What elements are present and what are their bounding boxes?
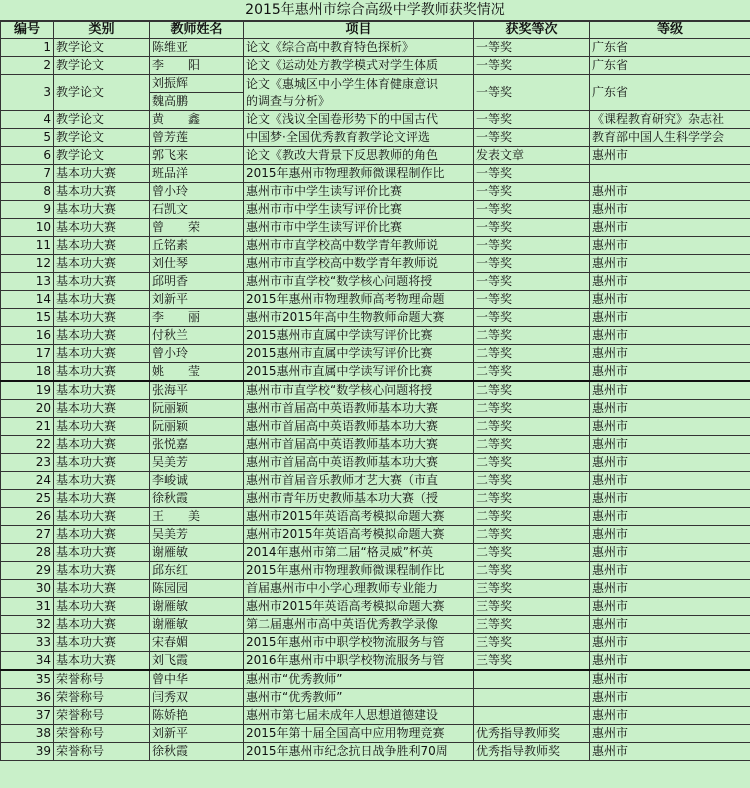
- cell-category: 基本功大赛: [54, 418, 150, 436]
- cell-level: 惠州市: [590, 327, 750, 345]
- cell-award: [474, 707, 590, 725]
- cell-teacher: 徐秋霞: [150, 490, 244, 508]
- cell-category: 基本功大赛: [54, 454, 150, 472]
- cell-level: 惠州市: [590, 652, 750, 671]
- cell-project: 惠州市首届高中英语教师基本功大赛: [244, 454, 474, 472]
- cell-category: 基本功大赛: [54, 165, 150, 183]
- header-project: 项目: [244, 22, 474, 39]
- table-row: [1, 418, 750, 436]
- header-teacher: 教师姓名: [150, 22, 244, 39]
- cell-project: 论文《运动处方教学模式对学生体质: [244, 57, 474, 75]
- cell-category: 教学论文: [54, 111, 150, 129]
- cell-category: 基本功大赛: [54, 309, 150, 327]
- cell-teacher: 曾 荣: [150, 219, 244, 237]
- cell-category: 基本功大赛: [54, 201, 150, 219]
- cell-award: 三等奖: [474, 598, 590, 616]
- table-row: [1, 57, 750, 75]
- cell-project: 惠州市市直学校高中数学青年教师说: [244, 237, 474, 255]
- cell-level: 惠州市: [590, 436, 750, 454]
- cell-level: 惠州市: [590, 544, 750, 562]
- cell-category: 基本功大赛: [54, 219, 150, 237]
- cell-no: 17: [1, 345, 54, 363]
- cell-project: 中国梦·全国优秀教育教学论文评选: [244, 129, 474, 147]
- cell-teacher: 黄 鑫: [150, 111, 244, 129]
- cell-level: 惠州市: [590, 725, 750, 743]
- table-row: [1, 381, 750, 400]
- table-row: [1, 598, 750, 616]
- cell-no: 2: [1, 57, 54, 75]
- cell-award: 二等奖: [474, 418, 590, 436]
- cell-level: 广东省: [590, 75, 750, 111]
- cell-teacher: 李 丽: [150, 309, 244, 327]
- cell-teacher: 谢雁敏: [150, 598, 244, 616]
- cell-award: 优秀指导教师奖: [474, 725, 590, 743]
- header-no: 编号: [1, 22, 54, 39]
- cell-no: 33: [1, 634, 54, 652]
- cell-level: 惠州市: [590, 201, 750, 219]
- table-row: [1, 237, 750, 255]
- table-row: [1, 400, 750, 418]
- cell-award: 优秀指导教师奖: [474, 743, 590, 761]
- cell-category: 基本功大赛: [54, 544, 150, 562]
- table-row: [1, 725, 750, 743]
- cell-award: 二等奖: [474, 526, 590, 544]
- cell-project: 惠州市2015年高中生物教师命题大赛: [244, 309, 474, 327]
- table-row: [1, 327, 750, 345]
- cell-no: 35: [1, 670, 54, 689]
- table-row: [1, 562, 750, 580]
- cell-category: 基本功大赛: [54, 436, 150, 454]
- cell-award: 二等奖: [474, 544, 590, 562]
- table-row: [1, 652, 750, 671]
- cell-project: 2015年惠州市物理教师微课程制作比: [244, 562, 474, 580]
- cell-no: 20: [1, 400, 54, 418]
- cell-project: 2016年惠州市中职学校物流服务与管: [244, 652, 474, 671]
- table-row: [1, 147, 750, 165]
- cell-no: 8: [1, 183, 54, 201]
- table-row: [1, 634, 750, 652]
- cell-project: 惠州市市直学校“数学核心问题将授: [244, 273, 474, 291]
- table-row: [1, 544, 750, 562]
- cell-award: [474, 670, 590, 689]
- cell-award: 二等奖: [474, 381, 590, 400]
- cell-award: 二等奖: [474, 508, 590, 526]
- cell-project: 惠州市“优秀教师”: [244, 689, 474, 707]
- cell-category: 基本功大赛: [54, 237, 150, 255]
- table-row: [1, 39, 750, 57]
- table-row: [1, 345, 750, 363]
- cell-level: 惠州市: [590, 381, 750, 400]
- cell-project: 2015年惠州市中职学校物流服务与管: [244, 634, 474, 652]
- cell-level: 惠州市: [590, 689, 750, 707]
- cell-level: 惠州市: [590, 291, 750, 309]
- cell-project: 惠州市2015年英语高考模拟命题大赛: [244, 526, 474, 544]
- cell-project: 2015年惠州市纪念抗日战争胜利70周: [244, 743, 474, 761]
- cell-teacher: 邱明香: [150, 273, 244, 291]
- cell-category: 基本功大赛: [54, 291, 150, 309]
- table-row: [1, 219, 750, 237]
- cell-teacher: 姚 莹: [150, 363, 244, 382]
- cell-level: 惠州市: [590, 363, 750, 382]
- cell-project: 论文《教改大背景下反思教师的角色: [244, 147, 474, 165]
- cell-no: 26: [1, 508, 54, 526]
- cell-project: 2015惠州市直属中学读写评价比赛: [244, 363, 474, 382]
- cell-no: 25: [1, 490, 54, 508]
- cell-level: 惠州市: [590, 454, 750, 472]
- cell-no: 3: [1, 75, 54, 111]
- cell-no: 11: [1, 237, 54, 255]
- cell-award: 一等奖: [474, 237, 590, 255]
- cell-award: 一等奖: [474, 57, 590, 75]
- cell-award: 二等奖: [474, 472, 590, 490]
- cell-award: 二等奖: [474, 363, 590, 382]
- cell-level: 惠州市: [590, 490, 750, 508]
- cell-teacher: 李峻诚: [150, 472, 244, 490]
- cell-no: 31: [1, 598, 54, 616]
- table-row: [1, 670, 750, 689]
- header-category: 类别: [54, 22, 150, 39]
- cell-award: 三等奖: [474, 580, 590, 598]
- cell-project: 2015惠州市直属中学读写评价比赛: [244, 327, 474, 345]
- cell-category: 基本功大赛: [54, 255, 150, 273]
- cell-teacher: 谢雁敏: [150, 616, 244, 634]
- cell-award: 一等奖: [474, 39, 590, 57]
- table-row: [1, 580, 750, 598]
- cell-no: 13: [1, 273, 54, 291]
- cell-award: 二等奖: [474, 436, 590, 454]
- cell-level: 惠州市: [590, 634, 750, 652]
- cell-teacher: 付秋兰: [150, 327, 244, 345]
- cell-project: 惠州市市中学生读写评价比赛: [244, 219, 474, 237]
- cell-category: 基本功大赛: [54, 634, 150, 652]
- table-row: [1, 490, 750, 508]
- cell-project: 惠州市市直学校高中数学青年教师说: [244, 255, 474, 273]
- cell-level: 惠州市: [590, 147, 750, 165]
- cell-level: 惠州市: [590, 526, 750, 544]
- header-level: 等级: [590, 22, 750, 39]
- cell-award: 一等奖: [474, 255, 590, 273]
- cell-project: 惠州市首届高中英语教师基本功大赛: [244, 436, 474, 454]
- cell-project: 2015年惠州市物理教师微课程制作比: [244, 165, 474, 183]
- cell-award: 发表文章: [474, 147, 590, 165]
- cell-award: 一等奖: [474, 75, 590, 111]
- cell-category: 教学论文: [54, 75, 150, 111]
- cell-teacher: 谢雁敏: [150, 544, 244, 562]
- cell-level: 惠州市: [590, 562, 750, 580]
- cell-teacher: 吴美芳: [150, 454, 244, 472]
- cell-level: 惠州市: [590, 400, 750, 418]
- cell-award: 二等奖: [474, 490, 590, 508]
- table-row: [1, 743, 750, 761]
- cell-category: 基本功大赛: [54, 508, 150, 526]
- cell-teacher: 曾芳莲: [150, 129, 244, 147]
- cell-category: 基本功大赛: [54, 273, 150, 291]
- cell-no: 37: [1, 707, 54, 725]
- cell-project: 论文《浅议全国卷形势下的中国古代: [244, 111, 474, 129]
- cell-award: 一等奖: [474, 183, 590, 201]
- cell-no: 30: [1, 580, 54, 598]
- cell-teacher: 张海平: [150, 381, 244, 400]
- header-award: 获奖等次: [474, 22, 590, 39]
- cell-project: 惠州市市中学生读写评价比赛: [244, 201, 474, 219]
- cell-category: 荣誉称号: [54, 743, 150, 761]
- cell-level: 惠州市: [590, 598, 750, 616]
- header-row: [1, 22, 750, 39]
- cell-category: 基本功大赛: [54, 616, 150, 634]
- cell-project: 惠州市市中学生读写评价比赛: [244, 183, 474, 201]
- cell-category: 基本功大赛: [54, 580, 150, 598]
- cell-category: 教学论文: [54, 129, 150, 147]
- cell-no: 7: [1, 165, 54, 183]
- table-row: [1, 291, 750, 309]
- cell-project: 2015年惠州市物理教师高考物理命题: [244, 291, 474, 309]
- table-row: [1, 472, 750, 490]
- cell-no: 21: [1, 418, 54, 436]
- cell-no: 6: [1, 147, 54, 165]
- cell-teacher: 陈园园: [150, 580, 244, 598]
- cell-award: 三等奖: [474, 616, 590, 634]
- cell-award: 二等奖: [474, 454, 590, 472]
- table-row: [1, 526, 750, 544]
- cell-level: 惠州市: [590, 508, 750, 526]
- table-row: [1, 183, 750, 201]
- cell-no: 34: [1, 652, 54, 671]
- cell-teacher: 班品洋: [150, 165, 244, 183]
- cell-category: 基本功大赛: [54, 562, 150, 580]
- cell-project: 惠州市青年历史教师基本功大赛（授: [244, 490, 474, 508]
- cell-level: 惠州市: [590, 273, 750, 291]
- cell-project: 惠州市2015年英语高考模拟命题大赛: [244, 598, 474, 616]
- cell-level: 惠州市: [590, 472, 750, 490]
- cell-category: 基本功大赛: [54, 472, 150, 490]
- cell-award: 一等奖: [474, 111, 590, 129]
- cell-award: 二等奖: [474, 345, 590, 363]
- cell-category: 教学论文: [54, 147, 150, 165]
- cell-level: 惠州市: [590, 183, 750, 201]
- cell-project: 首届惠州市中小学心理教师专业能力: [244, 580, 474, 598]
- cell-level: 惠州市: [590, 418, 750, 436]
- cell-teacher: 曾小玲: [150, 183, 244, 201]
- cell-no: 27: [1, 526, 54, 544]
- cell-level: 广东省: [590, 57, 750, 75]
- table-row: [1, 689, 750, 707]
- cell-teacher: 阮丽颖: [150, 418, 244, 436]
- cell-category: 基本功大赛: [54, 327, 150, 345]
- cell-teacher: 曾中华: [150, 670, 244, 689]
- cell-award: 三等奖: [474, 652, 590, 671]
- cell-no: 10: [1, 219, 54, 237]
- cell-category: 教学论文: [54, 39, 150, 57]
- table-row: [1, 363, 750, 382]
- table-row: [1, 454, 750, 472]
- cell-no: 36: [1, 689, 54, 707]
- cell-no: 29: [1, 562, 54, 580]
- cell-award: 二等奖: [474, 400, 590, 418]
- cell-no: 18: [1, 363, 54, 382]
- cell-no: 12: [1, 255, 54, 273]
- cell-level: 惠州市: [590, 237, 750, 255]
- cell-project: 2015年第十届全国高中应用物理竞赛: [244, 725, 474, 743]
- cell-teacher: 陈维亚: [150, 39, 244, 57]
- cell-no: 28: [1, 544, 54, 562]
- awards-table: [0, 21, 750, 761]
- cell-teacher: 闫秀双: [150, 689, 244, 707]
- cell-no: 24: [1, 472, 54, 490]
- table-row: [1, 508, 750, 526]
- cell-award: 一等奖: [474, 129, 590, 147]
- cell-level: 惠州市: [590, 219, 750, 237]
- cell-award: 三等奖: [474, 634, 590, 652]
- cell-teacher: 张悦嘉: [150, 436, 244, 454]
- cell-level: 惠州市: [590, 255, 750, 273]
- cell-award: 一等奖: [474, 219, 590, 237]
- cell-category: 基本功大赛: [54, 400, 150, 418]
- cell-teacher: 刘新平: [150, 291, 244, 309]
- cell-category: 基本功大赛: [54, 363, 150, 382]
- cell-category: 荣誉称号: [54, 725, 150, 743]
- cell-teacher: 吴美芳: [150, 526, 244, 544]
- cell-category: 基本功大赛: [54, 490, 150, 508]
- cell-category: 基本功大赛: [54, 183, 150, 201]
- cell-no: 32: [1, 616, 54, 634]
- cell-no: 1: [1, 39, 54, 57]
- cell-project: 论文《综合高中教育特色探析》: [244, 39, 474, 57]
- cell-teacher: 宋春媚: [150, 634, 244, 652]
- cell-teacher: 丘铭素: [150, 237, 244, 255]
- sheet-title: 2015年惠州市综合高级中学教师获奖情况: [0, 0, 750, 21]
- cell-level: 广东省: [590, 39, 750, 57]
- cell-category: 基本功大赛: [54, 526, 150, 544]
- cell-award: 二等奖: [474, 562, 590, 580]
- cell-award: [474, 689, 590, 707]
- cell-project: 惠州市第七届未成年人思想道德建设: [244, 707, 474, 725]
- cell-no: 9: [1, 201, 54, 219]
- cell-teacher: 阮丽颖: [150, 400, 244, 418]
- table-row: [1, 616, 750, 634]
- cell-category: 荣誉称号: [54, 689, 150, 707]
- cell-level: 惠州市: [590, 309, 750, 327]
- cell-award: 一等奖: [474, 201, 590, 219]
- cell-level: 惠州市: [590, 580, 750, 598]
- table-row: [1, 165, 750, 183]
- cell-project: 惠州市首届高中英语教师基本功大赛: [244, 400, 474, 418]
- cell-award: 二等奖: [474, 327, 590, 345]
- cell-no: 16: [1, 327, 54, 345]
- cell-award: 一等奖: [474, 165, 590, 183]
- cell-level: 教育部中国人生科学学会: [590, 129, 750, 147]
- cell-level: 惠州市: [590, 670, 750, 689]
- cell-project: 惠州市2015年英语高考模拟命题大赛: [244, 508, 474, 526]
- cell-project: 第二届惠州市高中英语优秀教学录像: [244, 616, 474, 634]
- cell-project: 论文《惠城区中小学生体育健康意识 的调查与分析》: [244, 75, 474, 111]
- cell-project: 惠州市首届音乐教师才艺大赛（市直: [244, 472, 474, 490]
- cell-project: 2014年惠州市第二届“格灵威”杯英: [244, 544, 474, 562]
- cell-level: 《课程教育研究》杂志社: [590, 111, 750, 129]
- cell-level: 惠州市: [590, 616, 750, 634]
- cell-category: 基本功大赛: [54, 381, 150, 400]
- cell-no: 5: [1, 129, 54, 147]
- cell-teacher: 石凯文: [150, 201, 244, 219]
- cell-category: 基本功大赛: [54, 345, 150, 363]
- table-row: [1, 255, 750, 273]
- table-row: [1, 129, 750, 147]
- cell-award: 一等奖: [474, 273, 590, 291]
- cell-teacher: 曾小玲: [150, 345, 244, 363]
- cell-teacher: 王 美: [150, 508, 244, 526]
- table-row: [1, 707, 750, 725]
- cell-no: 38: [1, 725, 54, 743]
- cell-teacher: 刘新平: [150, 725, 244, 743]
- cell-level: [590, 165, 750, 183]
- table-row: [1, 436, 750, 454]
- cell-project: 2015惠州市直属中学读写评价比赛: [244, 345, 474, 363]
- cell-level: 惠州市: [590, 345, 750, 363]
- cell-teacher: 刘仕琴: [150, 255, 244, 273]
- cell-level: 惠州市: [590, 743, 750, 761]
- cell-category: 荣誉称号: [54, 707, 150, 725]
- table-row: [1, 111, 750, 129]
- cell-project: 惠州市“优秀教师”: [244, 670, 474, 689]
- cell-teacher: 郭飞来: [150, 147, 244, 165]
- cell-no: 23: [1, 454, 54, 472]
- cell-category: 荣誉称号: [54, 670, 150, 689]
- cell-teacher: 徐秋霞: [150, 743, 244, 761]
- cell-teacher: 刘振辉 魏高鹏: [150, 75, 244, 111]
- cell-category: 教学论文: [54, 57, 150, 75]
- cell-teacher: 李 阳: [150, 57, 244, 75]
- cell-no: 4: [1, 111, 54, 129]
- table-row: [1, 273, 750, 291]
- table-row: [1, 75, 750, 111]
- cell-award: 一等奖: [474, 309, 590, 327]
- cell-no: 15: [1, 309, 54, 327]
- table-row: [1, 201, 750, 219]
- cell-no: 19: [1, 381, 54, 400]
- cell-project: 惠州市首届高中英语教师基本功大赛: [244, 418, 474, 436]
- cell-no: 39: [1, 743, 54, 761]
- cell-level: 惠州市: [590, 707, 750, 725]
- table-row: [1, 309, 750, 327]
- cell-no: 22: [1, 436, 54, 454]
- cell-category: 基本功大赛: [54, 598, 150, 616]
- cell-award: 一等奖: [474, 291, 590, 309]
- cell-category: 基本功大赛: [54, 652, 150, 671]
- cell-teacher: 刘飞霞: [150, 652, 244, 671]
- cell-teacher: 陈娇艳: [150, 707, 244, 725]
- cell-teacher: 邱东红: [150, 562, 244, 580]
- cell-project: 惠州市市直学校“数学核心问题将授: [244, 381, 474, 400]
- cell-no: 14: [1, 291, 54, 309]
